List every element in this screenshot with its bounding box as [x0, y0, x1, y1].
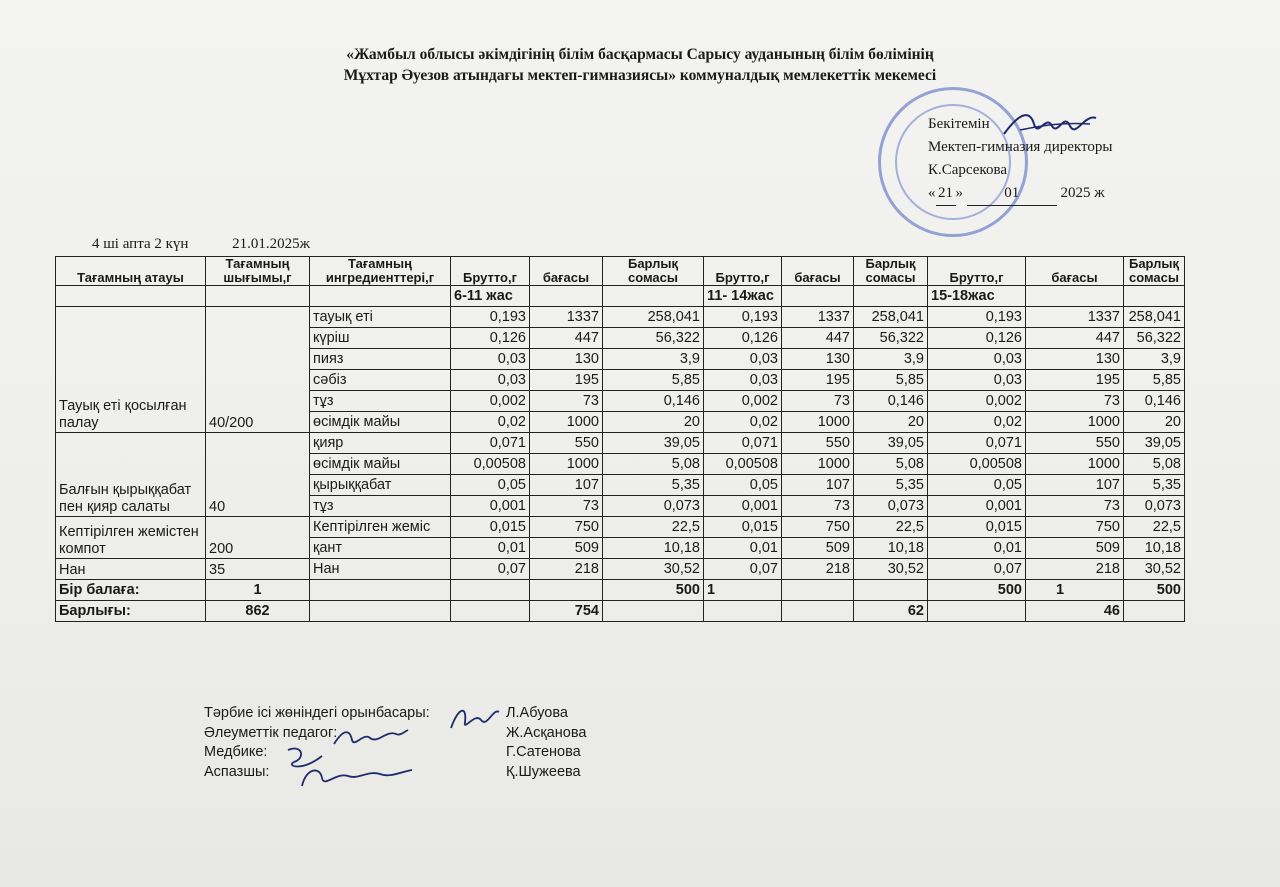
table-row [56, 307, 1185, 328]
table-row [56, 433, 1185, 454]
ingredient-value: 0,015 [928, 517, 1026, 538]
ingredient-name: қант [310, 538, 451, 559]
ingredient-value: 218 [1026, 559, 1124, 580]
ingredient-value: 0,03 [451, 349, 530, 370]
ingredient-value: 447 [530, 328, 603, 349]
ingredient-value: 39,05 [854, 433, 928, 454]
ingredient-value: 258,041 [854, 307, 928, 328]
ingredient-value: 0,071 [928, 433, 1026, 454]
ingredient-value: 218 [530, 559, 603, 580]
ingredient-value: 0,073 [1124, 496, 1185, 517]
ingredient-value: 73 [530, 496, 603, 517]
ingredient-value: 0,01 [928, 538, 1026, 559]
approve-label: Бекітемін [928, 116, 990, 132]
director-name: К.Сарсекова [928, 162, 1007, 178]
ingredient-name: қырыққабат [310, 475, 451, 496]
ingredient-value: 0,073 [854, 496, 928, 517]
menu-date: 21.01.2025ж [232, 236, 311, 252]
ingredient-value: 750 [1026, 517, 1124, 538]
header-line-2: Мұхтар Әуезов атындағы мектеп-гимназиясы» коммуналдық мемлекеттік мекемесі [343, 67, 937, 84]
ingredient-value: 5,35 [1124, 475, 1185, 496]
ingredient-value: 509 [1026, 538, 1124, 559]
ingredient-value: 0,01 [704, 538, 782, 559]
ingredient-value: 0,001 [928, 496, 1026, 517]
ingredient-value: 1000 [530, 412, 603, 433]
ingredient-name: қияр [310, 433, 451, 454]
col-header: Тағамның шығымы,г [206, 257, 310, 286]
col-header: Тағамның атауы [56, 257, 206, 286]
ingredient-value: 0,001 [451, 496, 530, 517]
ingredient-value: 0,07 [704, 559, 782, 580]
ingredient-value: 22,5 [854, 517, 928, 538]
ingredient-value: 3,9 [603, 349, 704, 370]
dish-portion: 40/200 [206, 307, 310, 433]
ingredient-value: 39,05 [603, 433, 704, 454]
ingredient-value: 30,52 [1124, 559, 1185, 580]
ingredient-value: 20 [854, 412, 928, 433]
ingredient-value: 0,02 [704, 412, 782, 433]
ingredient-value: 0,07 [451, 559, 530, 580]
ingredient-value: 73 [1026, 391, 1124, 412]
ingredient-value: 73 [782, 391, 854, 412]
ingredient-value: 5,08 [1124, 454, 1185, 475]
ingredient-value: 107 [530, 475, 603, 496]
ingredient-value: 0,073 [603, 496, 704, 517]
ingredient-value: 3,9 [854, 349, 928, 370]
ingredient-value: 56,322 [603, 328, 704, 349]
ingredient-value: 0,015 [704, 517, 782, 538]
ingredient-value: 5,35 [603, 475, 704, 496]
age-group: 11- 14жас [704, 286, 782, 307]
ingredient-value: 39,05 [1124, 433, 1185, 454]
ingredient-value: 130 [782, 349, 854, 370]
ingredient-value: 3,9 [1124, 349, 1185, 370]
ingredient-name: тауық еті [310, 307, 451, 328]
ingredient-value: 1337 [1026, 307, 1124, 328]
ingredient-value: 195 [782, 370, 854, 391]
ingredient-value: 5,85 [603, 370, 704, 391]
ingredient-value: 30,52 [603, 559, 704, 580]
pedagog-signature [330, 724, 410, 750]
ingredient-value: 0,015 [451, 517, 530, 538]
col-header: бағасы [530, 257, 603, 286]
age-group: 6-11 жас [451, 286, 530, 307]
ingredient-value: 550 [1026, 433, 1124, 454]
col-header: Барлық сомасы [1124, 257, 1185, 286]
ingredient-value: 258,041 [603, 307, 704, 328]
ingredient-value: 0,146 [1124, 391, 1185, 412]
ingredient-value: 0,00508 [451, 454, 530, 475]
dish-name: Балғын қырыққабат пен қияр салаты [56, 433, 206, 517]
ingredient-value: 0,193 [704, 307, 782, 328]
ingredient-name: Кептірілген жеміс [310, 517, 451, 538]
ingredient-value: 0,03 [451, 370, 530, 391]
col-header: Брутто,г [928, 257, 1026, 286]
ingredient-name: пияз [310, 349, 451, 370]
table-row [56, 517, 1185, 538]
ingredient-value: 0,02 [928, 412, 1026, 433]
ingredient-value: 218 [782, 559, 854, 580]
ingredient-value: 0,01 [451, 538, 530, 559]
col-header: Барлық сомасы [603, 257, 704, 286]
total-label: Барлығы: [56, 601, 206, 622]
dish-name: Кептірілген жемістен компот [56, 517, 206, 559]
ingredient-value: 0,071 [451, 433, 530, 454]
ingredient-value: 0,03 [928, 349, 1026, 370]
cook-signature [296, 762, 416, 792]
ingredient-value: 750 [530, 517, 603, 538]
ingredient-name: өсімдік майы [310, 454, 451, 475]
ingredient-value: 56,322 [854, 328, 928, 349]
ingredient-value: 5,08 [854, 454, 928, 475]
ingredient-value: 73 [530, 391, 603, 412]
ingredient-value: 30,52 [854, 559, 928, 580]
ingredient-value: 0,03 [928, 370, 1026, 391]
ingredient-name: күріш [310, 328, 451, 349]
ingredient-value: 10,18 [1124, 538, 1185, 559]
ingredient-value: 550 [782, 433, 854, 454]
approval-month: 01 [967, 182, 1057, 206]
col-header: Тағамның ингредиенттері,г [310, 257, 451, 286]
day-line [92, 236, 350, 253]
dish-portion: 200 [206, 517, 310, 559]
col-header: Брутто,г [704, 257, 782, 286]
col-header: бағасы [1026, 257, 1124, 286]
ingredient-value: 0,002 [451, 391, 530, 412]
ingredient-value: 0,146 [854, 391, 928, 412]
staff-row: Әлеуметтік педагог: Ж.Асқанова [204, 724, 587, 741]
header-row [56, 257, 1185, 286]
ingredient-value: 10,18 [854, 538, 928, 559]
ingredient-value: 0,126 [451, 328, 530, 349]
ingredient-value: 550 [530, 433, 603, 454]
dish-portion: 35 [206, 559, 310, 580]
approval-date: « 21 » 01 2025 ж [928, 182, 1112, 206]
ingredient-value: 0,05 [704, 475, 782, 496]
table-row [56, 559, 1185, 580]
approval-day: 21 [936, 182, 956, 206]
ingredient-value: 10,18 [603, 538, 704, 559]
dish-portion: 40 [206, 433, 310, 517]
week-day: 4 ші апта 2 күн [92, 236, 189, 252]
ingredient-value: 1000 [1026, 412, 1124, 433]
ingredient-value: 130 [530, 349, 603, 370]
approval-year: 2025 ж [1060, 185, 1105, 201]
staff-row: Тәрбие ісі жөніндегі орынбасары: Л.Абуова [204, 705, 568, 721]
ingredient-name: Нан [310, 559, 451, 580]
ingredient-value: 0,05 [928, 475, 1026, 496]
ingredient-value: 130 [1026, 349, 1124, 370]
ingredient-value: 20 [603, 412, 704, 433]
ingredient-value: 0,00508 [928, 454, 1026, 475]
ingredient-value: 0,071 [704, 433, 782, 454]
ingredient-value: 107 [1026, 475, 1124, 496]
ingredient-value: 1337 [782, 307, 854, 328]
per-child-row: Бір балаға: 1 500 1 500 1 500 [56, 580, 1185, 601]
col-header: бағасы [782, 257, 854, 286]
ingredient-value: 0,193 [928, 307, 1026, 328]
ingredient-value: 20 [1124, 412, 1185, 433]
ingredient-name: тұз [310, 391, 451, 412]
ingredient-value: 0,02 [451, 412, 530, 433]
ingredient-value: 5,85 [854, 370, 928, 391]
ingredient-value: 5,08 [603, 454, 704, 475]
ingredient-value: 0,002 [704, 391, 782, 412]
header-line-1: «Жамбыл облысы әкімдігінің білім басқармасы Сарысу ауданының білім бөлімінің [346, 46, 934, 63]
ingredient-value: 0,03 [704, 349, 782, 370]
staff-row: Медбике: Г.Сатенова [204, 744, 581, 760]
ingredient-value: 1337 [530, 307, 603, 328]
ingredient-value: 73 [782, 496, 854, 517]
ingredient-value: 1000 [782, 412, 854, 433]
ingredient-value: 22,5 [603, 517, 704, 538]
age-group: 15-18жас [928, 286, 1026, 307]
ingredient-value: 5,35 [854, 475, 928, 496]
total-row: Барлығы: 862 754 62 46 [56, 601, 1185, 622]
ingredient-value: 1000 [530, 454, 603, 475]
ingredient-value: 0,002 [928, 391, 1026, 412]
ingredient-value: 0,00508 [704, 454, 782, 475]
ingredient-value: 258,041 [1124, 307, 1185, 328]
approval-block [928, 113, 1112, 206]
ingredient-value: 107 [782, 475, 854, 496]
ingredient-value: 73 [1026, 496, 1124, 517]
ingredient-value: 0,126 [928, 328, 1026, 349]
ingredient-value: 195 [530, 370, 603, 391]
ingredient-value: 447 [782, 328, 854, 349]
per-child-label: Бір балаға: [56, 580, 206, 601]
ingredient-value: 0,001 [704, 496, 782, 517]
menu-table [55, 256, 1185, 622]
ingredient-value: 5,85 [1124, 370, 1185, 391]
ingredient-value: 447 [1026, 328, 1124, 349]
dish-name: Тауық еті қосылған палау [56, 307, 206, 433]
ingredient-value: 0,05 [451, 475, 530, 496]
ingredient-name: өсімдік майы [310, 412, 451, 433]
staff-row: Аспазшы: Қ.Шужеева [204, 763, 581, 780]
ingredient-name: тұз [310, 496, 451, 517]
ingredient-value: 509 [782, 538, 854, 559]
ingredient-value: 509 [530, 538, 603, 559]
ingredient-value: 0,126 [704, 328, 782, 349]
col-header: Барлық сомасы [854, 257, 928, 286]
ingredient-value: 0,03 [704, 370, 782, 391]
ingredient-value: 56,322 [1124, 328, 1185, 349]
ingredient-name: сәбіз [310, 370, 451, 391]
ingredient-value: 22,5 [1124, 517, 1185, 538]
ingredient-value: 0,146 [603, 391, 704, 412]
ingredient-value: 750 [782, 517, 854, 538]
col-header: Брутто,г [451, 257, 530, 286]
dish-name: Нан [56, 559, 206, 580]
ingredient-value: 0,193 [451, 307, 530, 328]
age-row [56, 286, 1185, 307]
director-position: Мектеп-гимназия директоры [928, 139, 1113, 155]
ingredient-value: 1000 [1026, 454, 1124, 475]
ingredient-value: 1000 [782, 454, 854, 475]
ingredient-value: 195 [1026, 370, 1124, 391]
deputy-signature [445, 702, 505, 736]
ingredient-value: 0,07 [928, 559, 1026, 580]
